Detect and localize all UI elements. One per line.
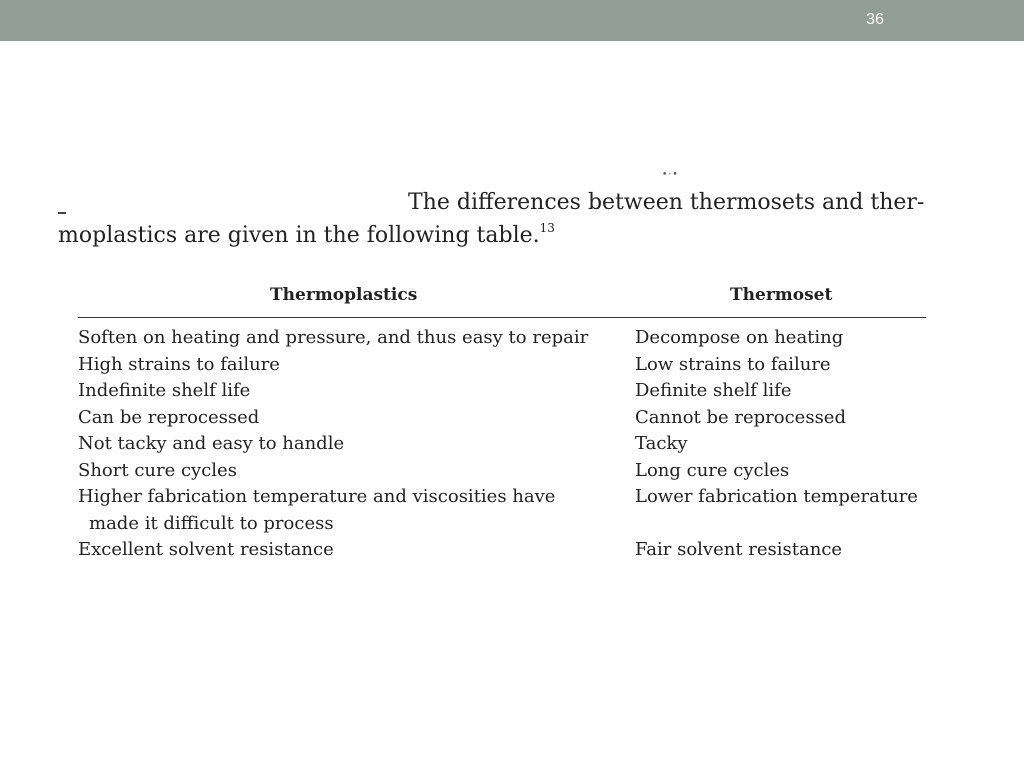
comparison-table xyxy=(78,283,926,564)
cell-thermoplastics xyxy=(78,537,635,564)
table-body xyxy=(78,318,926,564)
cell-thermoset xyxy=(635,537,926,564)
intro-line-2-text: moplastics are given in the following table. xyxy=(58,223,540,248)
cell-thermoplastics xyxy=(78,378,635,405)
cell-thermoplastics xyxy=(78,352,635,379)
cell-thermoset-text: Lower fabrication temperature xyxy=(635,486,918,507)
cell-thermoplastics xyxy=(78,405,635,432)
cell-thermoplastics-text: Short cure cycles xyxy=(78,459,237,481)
intro-line-1: The differences between thermosets and ther- xyxy=(408,190,925,215)
cell-thermoplastics xyxy=(78,484,635,537)
table-row xyxy=(78,484,926,537)
table-header xyxy=(78,283,926,318)
intro-line-2 xyxy=(58,219,958,252)
cell-thermoplastics xyxy=(78,325,635,352)
cell-thermoplastics-text: Soften on heating and pressure, and thus easy to repair xyxy=(78,327,589,348)
table-row xyxy=(78,537,926,564)
cell-thermoplastics-text: Indefinite shelf life xyxy=(78,380,251,401)
cell-thermoset xyxy=(635,431,926,458)
header-thermoplastics: Thermoplastics xyxy=(270,285,418,305)
cell-thermoset xyxy=(635,484,926,537)
slide-number: 36 xyxy=(866,11,884,28)
header-thermoset: Thermoset xyxy=(730,285,833,305)
cell-thermoset-text: Decompose on heating xyxy=(635,327,844,348)
cell-thermoplastics-text: Not tacky and easy to handle xyxy=(78,433,345,454)
table-row xyxy=(78,431,926,458)
cell-thermoset xyxy=(635,325,926,352)
cell-thermoplastics-text: Can be reprocessed xyxy=(78,406,260,428)
table-row xyxy=(78,325,926,352)
cell-thermoset-text: Low strains to failure xyxy=(635,353,831,375)
cell-thermoset-text: Fair solvent resistance xyxy=(635,539,843,560)
cell-thermoplastics-text: Excellent solvent resistance xyxy=(78,539,334,560)
cell-thermoset-text: Tacky xyxy=(635,433,688,454)
footnote-ref: 13 xyxy=(539,221,555,235)
cell-thermoset xyxy=(635,378,926,405)
cell-thermoplastics-continuation: made it difficult to process xyxy=(89,512,334,534)
cell-thermoset-text: Long cure cycles xyxy=(635,459,790,481)
intro-paragraph xyxy=(58,186,958,252)
cell-thermoset xyxy=(635,352,926,379)
cell-thermoset-text: Definite shelf life xyxy=(635,380,792,401)
table-row xyxy=(78,458,926,485)
cell-thermoset xyxy=(635,405,926,432)
cell-thermoplastics xyxy=(78,458,635,485)
cell-thermoplastics-text: Higher fabrication temperature and viscosities have xyxy=(78,486,556,507)
top-bar xyxy=(0,0,1024,41)
cell-thermoplastics-text: High strains to failure xyxy=(78,353,280,375)
cropped-text-fragment: •⋅• xyxy=(662,170,679,178)
table-row xyxy=(78,378,926,405)
table-row xyxy=(78,405,926,432)
cell-thermoplastics xyxy=(78,431,635,458)
table-row xyxy=(78,352,926,379)
cell-thermoset-text: Cannot be reprocessed xyxy=(635,406,846,428)
cell-thermoset xyxy=(635,458,926,485)
